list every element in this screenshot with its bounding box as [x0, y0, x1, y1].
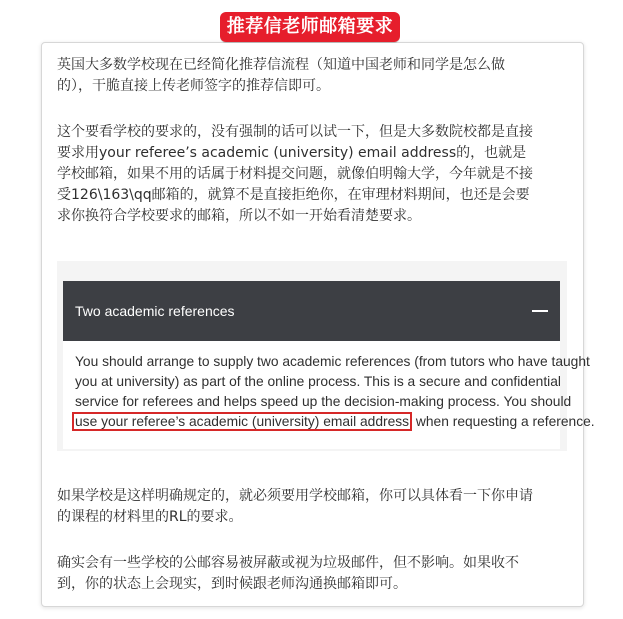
paragraph-intro	[57, 55, 567, 97]
embed-text-rest: when requesting a reference.	[412, 414, 595, 429]
text-line: 学校邮箱，如果不用的话属于材料提交问题，就像伯明翰大学，今年就是不接	[57, 166, 533, 182]
text-line: 的课程的材料里的RL的要求。	[57, 509, 243, 525]
text-line: 到，你的状态上会现实，到时候跟老师沟通换邮箱即可。	[57, 576, 407, 592]
accordion-title: Two academic references	[75, 303, 235, 319]
text-line: 确实会有一些学校的公邮容易被屏蔽或视为垃圾邮件，但不影响。如果收不	[57, 555, 519, 571]
text-line: 这个要看学校的要求的，没有强制的话可以试一下，但是大多数院校都是直接	[57, 124, 533, 140]
paragraph-spam-note	[57, 553, 567, 595]
embed-text-line	[75, 414, 595, 431]
minus-icon[interactable]	[532, 310, 548, 312]
page-title: 推荐信老师邮箱要求	[220, 12, 400, 42]
accordion-body	[63, 341, 595, 449]
paragraph-requirements	[57, 122, 567, 227]
paragraph-school-rule	[57, 486, 567, 528]
text-line: 要求用your referee’s academic (university) email address的，也就是	[57, 145, 527, 161]
text-line: 受126\163\qq邮箱的，就算不是直接拒绝你，在审理材料期间，也还是会要	[57, 187, 530, 203]
highlighted-requirement: use your referee’s academic (university) email address	[72, 412, 412, 431]
text-line: 英国大多数学校现在已经简化推荐信流程（知道中国老师和同学是怎么做	[57, 57, 505, 73]
text-line: 的），干脆直接上传老师签字的推荐信即可。	[57, 78, 330, 94]
embed-text-line: you at university) as part of the online process. This is a secure and confidential	[75, 374, 561, 389]
embed-text-line: service for referees and helps speed up the decision-making process. You should	[75, 394, 572, 409]
accordion-header[interactable]	[63, 281, 560, 341]
embed-text-line: You should arrange to supply two academic references (from tutors who have taught	[75, 354, 590, 369]
text-line: 如果学校是这样明确规定的，就必须要用学校邮箱，你可以具体看一下你申请	[57, 488, 533, 504]
text-line: 求你换符合学校要求的邮箱，所以不如一开始看清楚要求。	[57, 208, 421, 224]
embedded-screenshot	[57, 261, 595, 451]
